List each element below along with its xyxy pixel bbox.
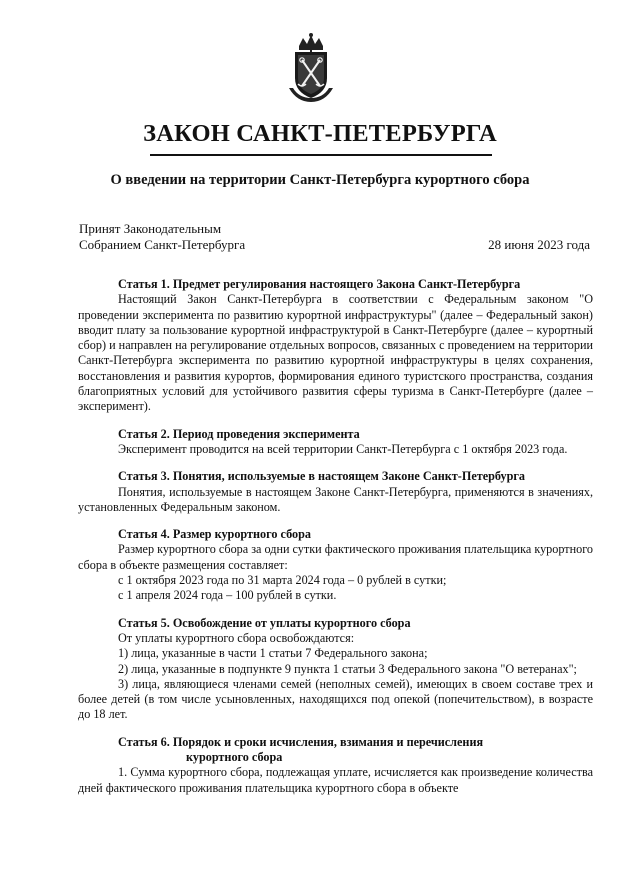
article-5-intro: От уплаты курортного сбора освобождаются:: [118, 630, 355, 645]
law-subject: О введении на территории Санкт-Петербурга курортного сбора: [110, 172, 530, 188]
coat-of-arms-emblem: [283, 32, 339, 104]
article-1-title: Статья 1. Предмет регулирования настоящего Закона Санкт-Петербурга: [118, 277, 521, 291]
article-4-item-2: с 1 апреля 2024 года – 100 рублей в сутки.: [118, 588, 337, 603]
law-title: ЗАКОН САНКТ-ПЕТЕРБУРГА: [143, 120, 497, 147]
adoption-date: 28 июня 2023 года: [488, 237, 590, 252]
adopted-line-2: Собранием Санкт-Петербурга: [79, 237, 246, 252]
article-5-item-2: 2) лица, указанные в подпункте 9 пункта 1 статьи 3 Федерального закона "О ветеранах";: [118, 661, 577, 676]
article-4-title: Статья 4. Размер курортного сбора: [118, 527, 311, 542]
article-2-title: Статья 2. Период проведения эксперимента: [118, 426, 360, 441]
article-5-item-3: 3) лица, являющиеся членами семей (неполных семей), имеющих в своем составе трех и более детей (в том числе усыновленных, находящихся под опекой (попечительством), в возрасте до 18 лет.: [78, 676, 593, 722]
article-1-text: Настоящий Закон Санкт-Петербурга в соответствии с Федеральным законом "О проведении эксперимента по развитию курортной инфраструктуры" (далее – Федеральный закон) вводит плату за пользование курортной инфраструктурой в Санкт-Петербурге (далее – курортный сбор) и направлен на регулирование отдельных вопросов, связанных с проведением на территории Санкт-Петербурга эксперимента по развитию курортной инфраструктуры в целях сохранения, восстановления и развития курортов, формирования единого туристского пространства, создания благоприятных условий для устойчивого развития сферы туризма в Санкт-Петербурге (далее – эксперимент).: [78, 292, 593, 414]
article-3-title: Статья 3. Понятия, используемые в настоящем Законе Санкт-Петербурга: [118, 469, 526, 484]
article-5-item-1: 1) лица, указанные в части 1 статьи 7 Федерального закона;: [118, 646, 428, 661]
article-3-text: Понятия, используемые в настоящем Законе Санкт-Петербурга, применяются в значениях, установленных Федеральным законом.: [78, 484, 593, 514]
article-6-title-continued: курортного сбора: [186, 750, 283, 765]
article-4-item-1: с 1 октября 2023 года по 31 марта 2024 года – 0 рублей в сутки;: [118, 573, 447, 588]
article-6-title: Статья 6. Порядок и сроки исчисления, взимания и перечисления: [118, 734, 484, 749]
article-2-text: Эксперимент проводится на всей территории Санкт-Петербурга с 1 октября 2023 года.: [118, 441, 568, 456]
title-underline: [150, 154, 492, 156]
article-6-text: 1. Сумма курортного сбора, подлежащая уплате, исчисляется как произведение количества дней фактического проживания плательщика курортного сбора в объекте: [78, 765, 593, 795]
article-5-title: Статья 5. Освобождение от уплаты курортного сбора: [118, 615, 411, 630]
adopted-by: [79, 221, 245, 253]
law-body: [78, 277, 593, 796]
adopted-line-1: Принят Законодательным: [79, 221, 222, 236]
article-4-text: Размер курортного сбора за одни сутки фактического проживания плательщика курортного сбора в объекте размещения составляет:: [78, 542, 594, 572]
